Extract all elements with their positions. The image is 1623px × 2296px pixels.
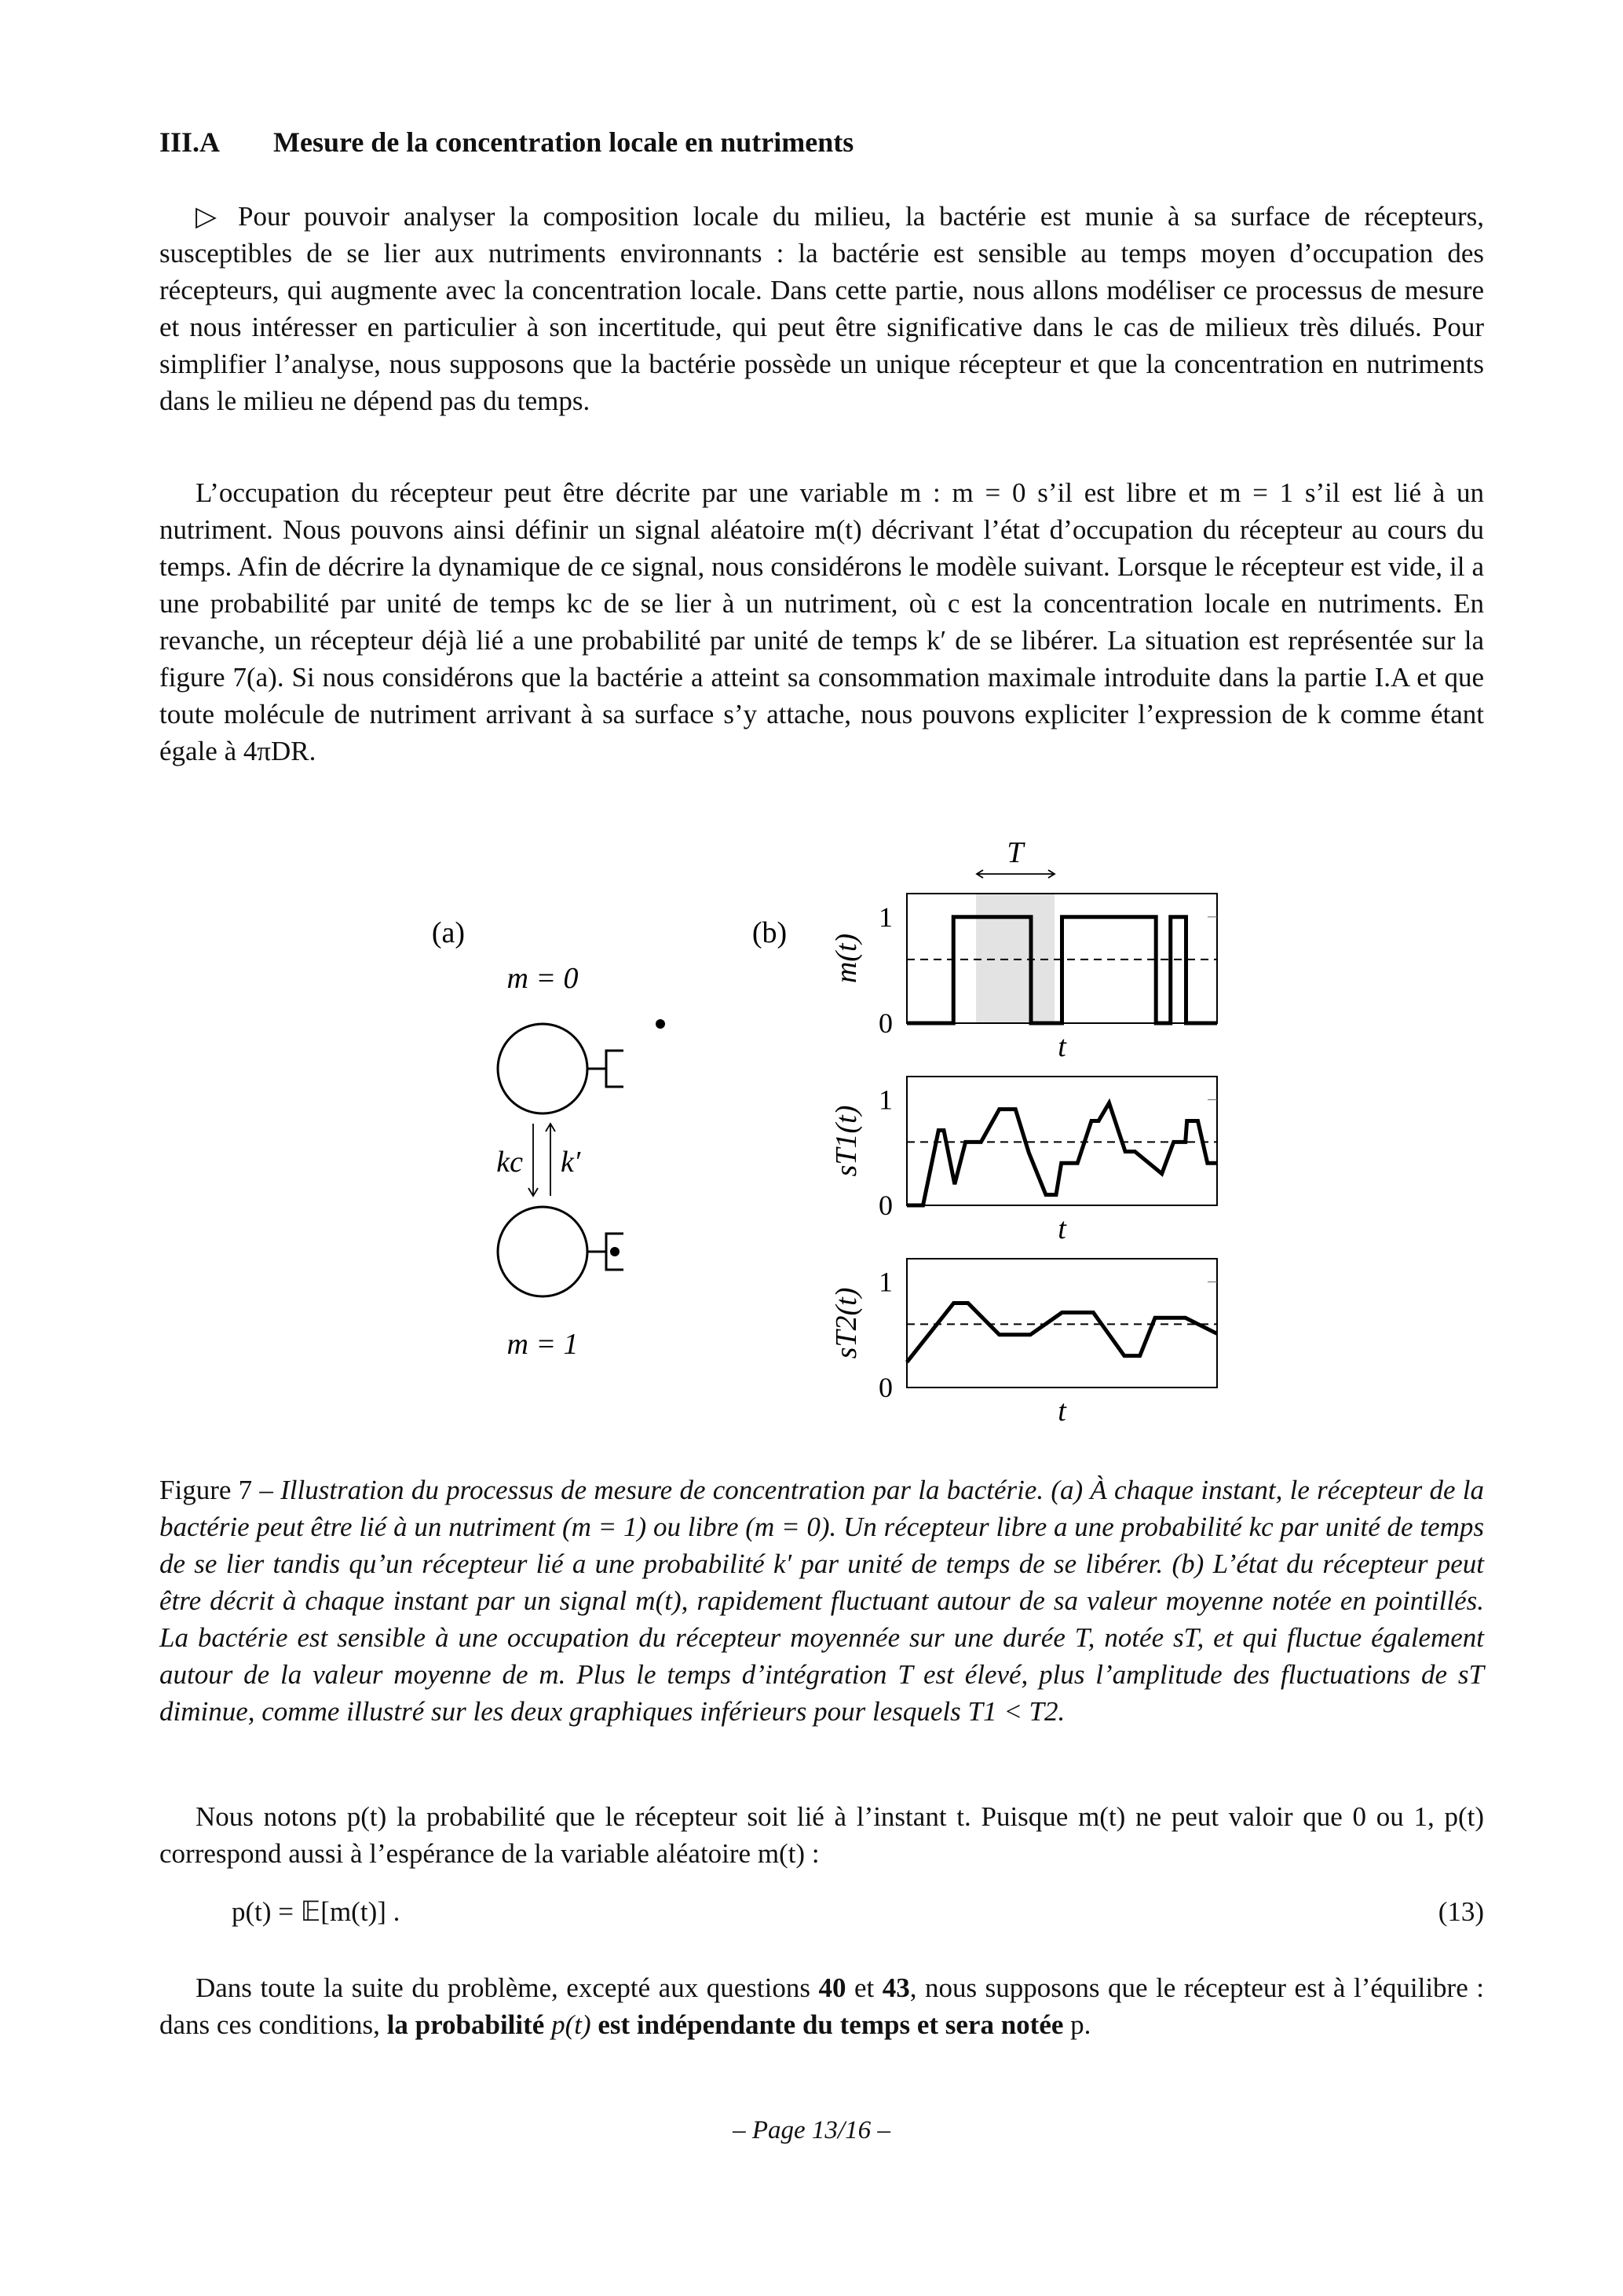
y-tick-label: 1: [879, 1084, 893, 1116]
p4-bold: la probabilité: [386, 2009, 545, 2040]
caption-text: Illustration du processus de mesure de concentration par la bactérie. (a) À chaque instant, le récepteur de la bactérie peut être lié à un nutriment (m = 1) ou libre (m = 0). Un récepteur libre a une probabilité kc par unité de temps de se lier tandis qu’un récepteur lié a une probabilité k′ par unité de temps de se libérer. (b) L’état du récepteur peut être décrit à chaque instant par un signal m(t), rapidement fluctuant autour de sa valeur moyenne notée en pointillés. La bactérie est sensible à une occupation du récepteur moyennée sur une durée T, notée sT, et qui fluctue également autour de la valeur moyenne de m. Plus le temps d’intégration T est élevé, plus l’amplitude des fluctuations de sT diminue, comme illustré sur les deux graphiques inférieurs pour lesquels T1 < T2.: [159, 1475, 1484, 1727]
page-footer: – Page 13/16 –: [733, 2116, 890, 2144]
p4-text: Dans toute la suite du problème, excepté aux questions: [196, 1972, 819, 2003]
p4-text: et: [846, 1972, 883, 2003]
rate-kc-label: kc: [496, 1146, 523, 1179]
x-axis-label: t: [1058, 1212, 1066, 1245]
figure-label-b: (b): [751, 916, 788, 949]
bacterium-free: [498, 1024, 623, 1113]
question-ref-43: 43: [882, 1972, 910, 2003]
signal-line: [907, 917, 1217, 1023]
window-T-label: T: [1007, 836, 1024, 869]
question-ref-40: 40: [818, 1972, 846, 2003]
plot-1: [830, 894, 1217, 1063]
averaging-window: [976, 894, 1055, 1023]
x-axis-label: t: [1058, 1395, 1066, 1428]
p4-text: p(t): [544, 2009, 598, 2040]
p4-text: , nous supposons que le récepteur est à l’équilibre : dans ces conditions,: [159, 1972, 1484, 2040]
p4-bold: est indépendante du temps et sera notée: [598, 2009, 1064, 2040]
plot-2: [830, 1077, 1217, 1245]
paragraph-1: ▷ Pour pouvoir analyser la composition locale du milieu, la bactérie est munie à sa surface de récepteurs, susceptibles de se lier aux nutriments environnants : la bactérie est sensible au temps moyen d’occupation des récepteurs, qui augmente avec la concentration locale. Dans cette partie, nous allons modéliser ce processus de mesure et nous intéresser en particulier à son incertitude, qui peut être significative dans le cas de milieux très dilués. Pour simplifier l’analyse, nous supposons que la bactérie possède un unique récepteur et que la concentration en nutriments dans le milieu ne dépend pas du temps.: [159, 201, 1484, 416]
paragraph-4: [159, 1969, 1484, 2043]
y-axis-label: sT1(t): [830, 1105, 863, 1177]
section-number: III.A: [159, 126, 221, 158]
paragraph-2: L’occupation du récepteur peut être décrite par une variable m : m = 0 s’il est libre et m = 1 s’il est lié à un nutriment. Nous pouvons ainsi définir un signal aléatoire m(t) décrivant l’état d’occupation du récepteur au cours du temps. Afin de décrire la dynamique de ce signal, nous considérons le modèle suivant. Lorsque le récepteur est vide, il a une probabilité par unité de temps kc de se lier à un nutriment, où c est la concentration locale en nutriments. En revanche, un récepteur déjà lié a une probabilité par unité de temps k′ de se libérer. La situation est représentée sur la figure 7(a). Si nous considérons que la bactérie a atteint sa consommation maximale introduite dans la partie I.A et que toute molécule de nutriment arrivant à sa surface s’y attache, nous pouvons expliciter l’expression de k comme étant égale à 4πDR.: [159, 477, 1484, 766]
transition-arrows: [528, 1124, 555, 1196]
rate-kprime-label: k′: [561, 1146, 581, 1179]
state-m0-label: m = 0: [506, 962, 579, 995]
figure-caption: [159, 1472, 1484, 1730]
plot-frame: [907, 1077, 1217, 1205]
figure-label-a: (a): [431, 916, 466, 949]
plot-3: [830, 1259, 1217, 1428]
signal-line: [907, 1303, 1217, 1362]
bacterium-bound: [498, 1207, 623, 1296]
section-title: Mesure de la concentration locale en nutriments: [273, 126, 854, 158]
y-tick-label: 1: [879, 901, 893, 933]
figure-7: [393, 817, 1256, 1461]
y-tick-label: 1: [879, 1266, 893, 1298]
nutrient-dot: [656, 1019, 665, 1029]
equation-13: p(t) = 𝔼[m(t)] .: [232, 1896, 400, 1927]
caption-label: Figure 7 –: [159, 1475, 281, 1505]
y-tick-label: 0: [879, 1007, 893, 1039]
y-tick-label: 0: [879, 1190, 893, 1221]
equation-number: (13): [1438, 1896, 1484, 1927]
p4-text: p.: [1063, 2009, 1091, 2040]
bound-nutrient-dot: [610, 1247, 620, 1256]
y-axis-label: sT2(t): [830, 1287, 863, 1359]
plot-frame: [907, 1259, 1217, 1387]
state-m1-label: m = 1: [506, 1328, 579, 1361]
signal-line: [907, 1103, 1217, 1205]
y-tick-label: 0: [879, 1372, 893, 1403]
x-axis-label: t: [1058, 1030, 1066, 1063]
window-arrow: [977, 870, 1055, 878]
section-heading: [159, 126, 854, 159]
y-axis-label: m(t): [830, 933, 863, 984]
paragraph-3: Nous notons p(t) la probabilité que le récepteur soit lié à l’instant t. Puisque m(t) ne peut valoir que 0 ou 1, p(t) correspond aussi à l’espérance de la variable aléatoire m(t) :: [159, 1801, 1484, 1869]
